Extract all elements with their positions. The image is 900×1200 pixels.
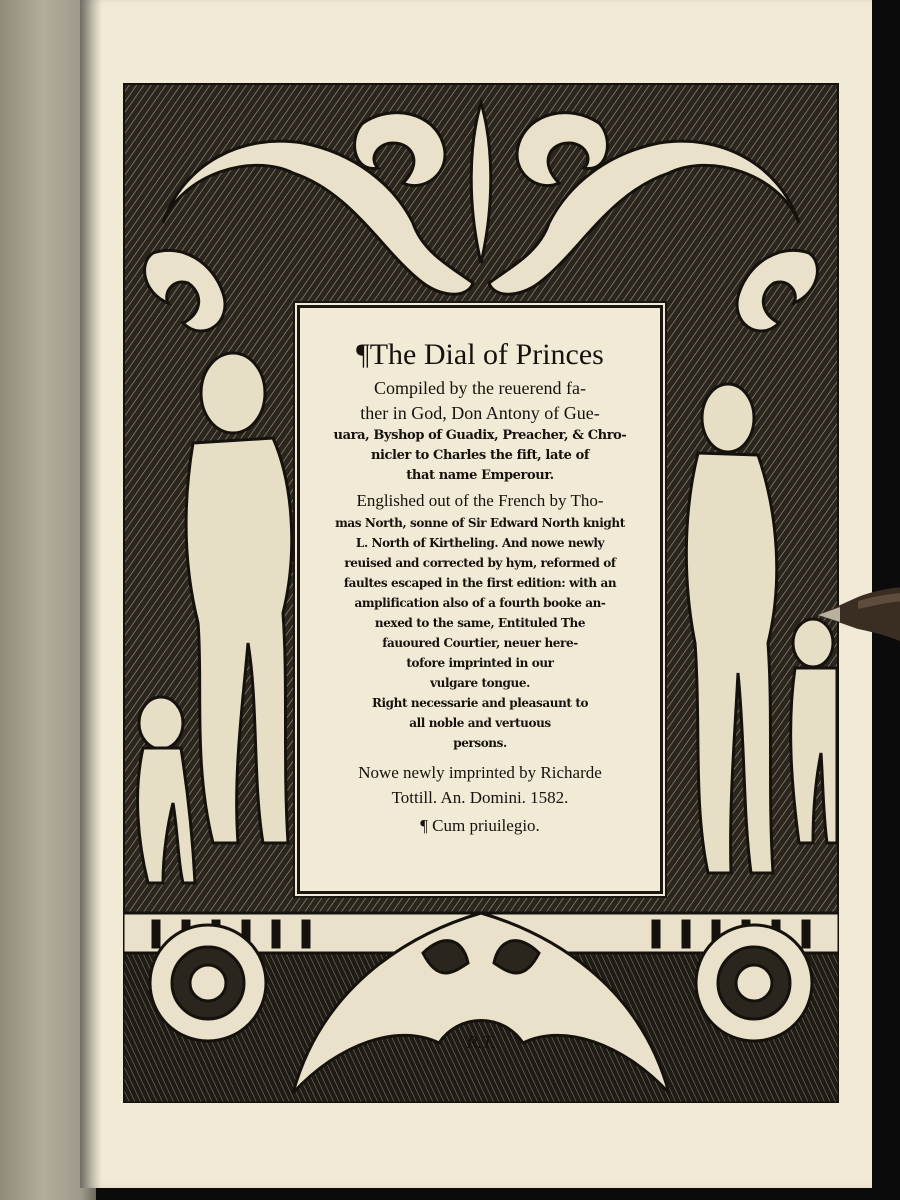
title-line: faultes escaped in the first edition: with an [343,576,617,590]
title-line: Englished out of the French by Tho- [356,491,604,510]
title-line: Right necessarie and pleasaunt to [371,696,589,710]
page-gutter-shadow [80,0,102,1188]
title-line: ther in God, Don Antony of Gue- [360,403,600,423]
title-line: all noble and vertuous [409,716,551,730]
printer-mark: R.T. [466,1032,496,1052]
title-line: Nowe newly imprinted by Richarde [358,763,602,782]
title-line: amplification also of a fourth booke an- [354,596,606,610]
title-line: ¶ Cum priuilegio. [420,816,540,835]
title-line: Compiled by the reuerend fa- [374,378,586,398]
title-line: L. North of Kirtheling. And nowe newly [355,536,605,550]
title-line: nexed to the same, Entituled The [374,616,586,630]
title-line: uara, Byshop of Guadix, Preacher, & Chro- [333,428,627,443]
title-line: Tottill. An. Domini. 1582. [391,788,569,807]
pointer-pen [818,575,900,655]
title-line: persons. [453,736,507,750]
title-line: vulgare tongue. [430,676,530,690]
title-line: mas North, sonne of Sir Edward North knight [335,516,625,530]
title-line: nicler to Charles the fift, late of [370,448,590,463]
title-text-panel [297,305,663,894]
title-line: reuised and corrected by hym, reformed of [344,556,616,570]
title-line: tofore imprinted in our [406,656,554,670]
title-line: ¶The Dial of Princes [356,338,604,371]
title-line: fauoured Courtier, neuer here- [382,636,578,650]
bottom-cartouche [123,913,839,1103]
title-line: that name Emperour. [406,468,554,483]
